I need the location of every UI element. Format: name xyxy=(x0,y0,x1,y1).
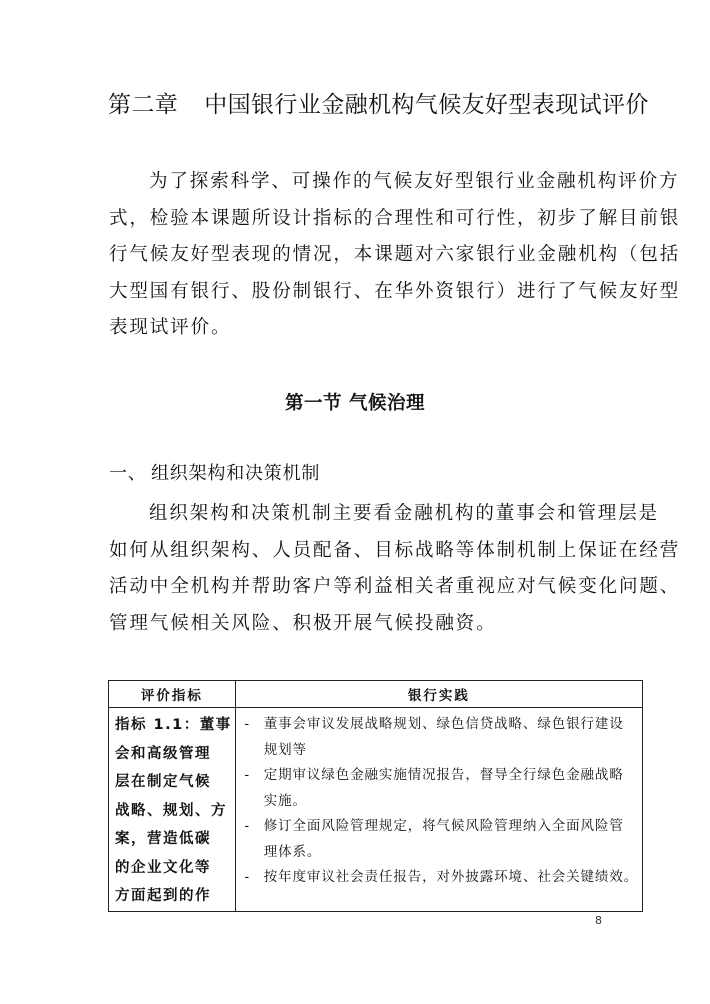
paragraph-line: 行气候友好型表现的情况，本课题对六家银行业金融机构（包括 xyxy=(109,244,681,265)
paragraph-line: 为了探索科学、可操作的气候友好型银行业金融机构评价方 xyxy=(149,171,680,192)
dash-bullet: - xyxy=(244,869,250,885)
evaluation-table xyxy=(108,680,643,912)
practice-line: 按年度审议社会责任报告，对外披露环境、社会关键绩效。 xyxy=(263,869,639,885)
section-title: 第一节 气候治理 xyxy=(285,393,425,414)
metric-line: 战略、规划、方 xyxy=(115,802,227,819)
practice-item xyxy=(236,814,638,865)
page-number: 8 xyxy=(595,914,602,927)
practice-item xyxy=(236,763,638,814)
paragraph-line: 组织架构和决策机制主要看金融机构的董事会和管理层是 xyxy=(149,503,660,524)
dash-bullet: - xyxy=(244,818,250,834)
metric-line: 案，营造低碳 xyxy=(115,831,211,847)
subsection-number: 一、 xyxy=(109,463,147,484)
table-header-row xyxy=(109,681,643,708)
table-header-metric: 评价指标 xyxy=(109,681,236,708)
paragraph-line: 活动中全机构并帮助客户等利益相关者重视应对气候变化问题、 xyxy=(109,576,681,597)
practice-line: 实施。 xyxy=(263,792,307,809)
chapter-title-text: 中国银行业金融机构气候友好型表现试评价 xyxy=(204,92,649,118)
dash-bullet: - xyxy=(244,767,250,783)
practice-item xyxy=(236,712,638,763)
subsection-title-text: 组织架构和决策机制 xyxy=(151,463,321,484)
table-row xyxy=(109,708,643,912)
chapter-number: 第二章 xyxy=(108,92,179,118)
subsection-paragraph xyxy=(109,496,681,642)
metric-line: 的企业文化等 xyxy=(115,859,211,876)
table-header-practice: 银行实践 xyxy=(235,681,642,708)
paragraph-line: 如何从组织架构、人员配备、目标战略等体制机制上保证在经营 xyxy=(109,539,681,561)
metric-line: 层在制定气候 xyxy=(115,774,211,790)
practice-line: 定期审议绿色金融实施情况报告，督导全行绿色金融战略 xyxy=(263,767,624,783)
metric-line: 方面起到的作 xyxy=(115,888,211,904)
practice-cell xyxy=(235,708,642,912)
practice-line: 规划等 xyxy=(263,741,307,758)
paragraph-line: 式，检验本课题所设计指标的合理性和可行性，初步了解目前银 xyxy=(109,207,681,229)
dash-bullet: - xyxy=(244,716,250,732)
practice-line: 董事会审议发展战略规划、绿色信贷战略、绿色银行建设 xyxy=(263,716,624,732)
practice-item xyxy=(236,865,638,891)
metric-cell xyxy=(109,708,236,912)
intro-paragraph xyxy=(109,164,681,347)
paragraph-line: 管理气候相关风险、积极开展气候投融资。 xyxy=(109,612,497,634)
practice-line: 理体系。 xyxy=(263,843,322,860)
metric-line: 指标 1.1：董事 xyxy=(115,717,232,733)
subsection-title xyxy=(109,459,320,489)
metric-line: 会和高级管理 xyxy=(115,745,211,762)
paragraph-line: 大型国有银行、股份制银行、在华外资银行）进行了气候友好型 xyxy=(109,280,681,302)
practice-line: 修订全面风险管理规定，将气候风险管理纳入全面风险管 xyxy=(263,818,624,834)
paragraph-line: 表现试评价。 xyxy=(109,317,232,338)
chapter-title xyxy=(108,88,649,122)
